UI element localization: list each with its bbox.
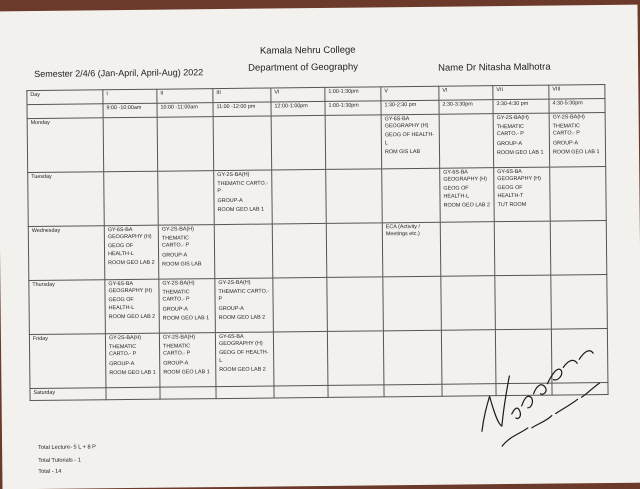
table-cell bbox=[383, 330, 442, 385]
table-cell bbox=[325, 115, 382, 170]
table-cell bbox=[160, 387, 216, 400]
cell-line: GROUP-A bbox=[109, 360, 135, 367]
cell-line: ROOM GEO LAB 1 bbox=[496, 149, 544, 156]
table-cell: VI bbox=[439, 86, 493, 101]
table-cell: 4:30-5:30pm bbox=[549, 99, 605, 114]
table-cell: 1:00-1:30pm bbox=[325, 87, 381, 102]
table-cell: VII bbox=[493, 85, 549, 100]
cell-line: GY-6S-BA GEOGRAPHY (H) bbox=[384, 116, 429, 130]
table-cell bbox=[105, 333, 160, 388]
total-tutorials: Total Tutorials - 1 bbox=[38, 457, 81, 464]
table-cell bbox=[550, 167, 607, 222]
table-cell bbox=[493, 113, 550, 168]
table-cell bbox=[494, 167, 551, 222]
table-cell bbox=[494, 221, 551, 276]
table-cell bbox=[274, 385, 328, 398]
table-cell bbox=[327, 331, 384, 386]
table-cell: I bbox=[103, 89, 157, 104]
table-cell bbox=[328, 385, 384, 398]
cell-line: ECA (Activity / Meetings etc.) bbox=[385, 223, 420, 238]
cell-line: GY-2S-BA(H) bbox=[552, 114, 585, 121]
total-lecture: Total Lecture- 5 L + 8 P bbox=[38, 444, 96, 451]
cell-line: GROUP-A bbox=[217, 197, 243, 204]
cell-line: TUT ROOM bbox=[497, 201, 527, 208]
cell-line: ROOM GEO LAB 2 bbox=[108, 259, 155, 267]
table-cell bbox=[158, 225, 215, 280]
cell-line: GROUP-A bbox=[496, 140, 523, 147]
cell-line: THEMATIC CARTO.- P bbox=[109, 344, 137, 358]
cell-line: ROOM GEO LAB 2 bbox=[443, 202, 491, 209]
cell-line: GY-2S-BA(H) bbox=[218, 279, 251, 287]
table-cell: II bbox=[157, 89, 213, 104]
timetable-sheet bbox=[0, 5, 640, 489]
cell-line: GROUP-A bbox=[552, 139, 579, 147]
day-label: Saturday bbox=[30, 388, 106, 401]
day-label: Tuesday bbox=[28, 172, 105, 227]
cell-line: GY-2S-BA(H) bbox=[161, 226, 194, 233]
day-label: Monday bbox=[27, 118, 104, 173]
table-cell: III bbox=[213, 88, 271, 103]
cell-line: GY-6S-BA GEOGRAPHY (H) bbox=[497, 168, 541, 183]
cell-line: ROOM GEO LAB 1 bbox=[163, 368, 210, 376]
table-cell bbox=[272, 169, 327, 224]
cell-line: ROOM GEO LAB 2 bbox=[219, 366, 266, 373]
cell-line: ROOM GEO LAB 1 bbox=[162, 314, 210, 322]
table-cell bbox=[326, 223, 383, 278]
table-cell bbox=[215, 332, 274, 387]
college-name: Kamala Nehru College bbox=[259, 44, 356, 57]
handwritten-signature bbox=[461, 335, 612, 457]
table-cell bbox=[104, 225, 159, 280]
cell-line: ROOM GEO LAB 1 bbox=[109, 369, 156, 377]
table-cell bbox=[549, 113, 606, 168]
table-cell bbox=[214, 170, 273, 225]
cell-line: GEOG OF HEALTH-L bbox=[107, 243, 134, 257]
cell-line: GY-6S-BA GEOGRAPHY (H) bbox=[107, 226, 152, 241]
cell-line: GY-2S-BA(H) bbox=[162, 334, 196, 341]
table-cell bbox=[105, 279, 160, 334]
table-cell bbox=[381, 114, 440, 169]
table-cell bbox=[383, 276, 442, 331]
cell-line: GY-6S-BA GEOGRAPHY (H) bbox=[108, 280, 153, 295]
table-row bbox=[27, 113, 606, 173]
day-label: Friday bbox=[29, 334, 106, 389]
table-cell bbox=[159, 333, 216, 388]
table-cell bbox=[106, 387, 160, 400]
cell-line: GY-6S-BA GEOGRAPHY (H) bbox=[443, 169, 487, 183]
table-cell bbox=[441, 276, 496, 331]
cell-line: ROOM GEO LAB 2 bbox=[218, 314, 266, 321]
cell-line: THEMATIC CARTO.- P bbox=[161, 235, 190, 250]
table-cell bbox=[550, 221, 607, 276]
table-cell: 10:00 -11:00am bbox=[157, 103, 213, 118]
table-cell bbox=[273, 277, 328, 332]
table-row bbox=[29, 274, 608, 334]
table-cell bbox=[326, 169, 383, 224]
table-cell: 9:00 -10:00am bbox=[103, 103, 157, 118]
table-cell bbox=[327, 277, 384, 332]
cell-line: GEOG OF HEALTH-T bbox=[497, 185, 524, 199]
cell-line: GY-2S-BA(H) bbox=[217, 171, 250, 179]
cell-line: THEMATIC CARTO.- P bbox=[162, 289, 190, 304]
table-cell: 12:00-1:00pm bbox=[271, 101, 325, 116]
table-cell bbox=[272, 223, 327, 278]
table-cell bbox=[382, 222, 441, 277]
cell-line: GEOG OF HEALTH-L bbox=[384, 132, 435, 146]
table-cell bbox=[158, 171, 215, 226]
total-count: Total - 14 bbox=[38, 468, 62, 475]
table-cell: 11:00 -12:00 pm bbox=[213, 102, 271, 117]
cell-line: GEOG OF HEALTH-L bbox=[219, 349, 269, 364]
table-cell bbox=[439, 114, 494, 169]
table-cell: Day bbox=[27, 90, 103, 105]
cell-line: THEMATIC CARTO.- P bbox=[496, 124, 524, 138]
table-cell: VIII bbox=[549, 85, 605, 100]
table-cell bbox=[440, 222, 495, 277]
cell-line: ROOM GIS LAB bbox=[162, 261, 202, 268]
table-cell: 1:30-2:30 pm bbox=[381, 100, 439, 115]
cell-line: THEMATIC CARTO.- P bbox=[218, 288, 270, 303]
table-cell bbox=[214, 224, 273, 279]
table-cell: V bbox=[381, 86, 439, 101]
cell-line: ROOM GEO LAB 1 bbox=[217, 206, 265, 213]
table-cell bbox=[271, 115, 326, 170]
cell-line: GROUP-A bbox=[162, 305, 188, 313]
table-cell bbox=[215, 278, 274, 333]
table-cell bbox=[216, 386, 274, 399]
table-cell bbox=[27, 104, 103, 119]
cell-line: GEOG OF HEALTH-L bbox=[108, 297, 135, 311]
semester-label: Semester 2/4/6 (Jan-April, April-Aug) 2022 bbox=[34, 67, 204, 79]
teacher-name: Name Dr Nitasha Malhotra bbox=[438, 61, 551, 74]
day-label: Wednesday bbox=[28, 226, 105, 281]
table-cell bbox=[551, 274, 608, 329]
cell-line: GY-2S-BA(H) bbox=[162, 280, 195, 287]
table-cell: 2:30-3:30pm bbox=[439, 100, 493, 115]
cell-line: GROUP-A bbox=[162, 252, 188, 259]
cell-line: GEOG OF HEALTH-L bbox=[443, 185, 470, 200]
table-cell bbox=[213, 116, 272, 171]
cell-line: ROOM GEO LAB 1 bbox=[552, 148, 600, 156]
table-cell bbox=[384, 384, 442, 397]
cell-line: THEMATIC CARTO.- P bbox=[163, 343, 191, 358]
department-label: Department of Geography bbox=[248, 61, 359, 74]
table-cell bbox=[103, 117, 158, 172]
table-cell bbox=[104, 171, 159, 226]
cell-line: GY-6S-BA GEOGRAPHY (H) bbox=[218, 333, 263, 348]
day-label: Thursday bbox=[29, 280, 106, 335]
table-cell bbox=[382, 168, 441, 223]
table-row bbox=[28, 167, 607, 227]
table-cell: 3:30-4:30 pm bbox=[493, 99, 549, 114]
cell-line: GROUP-A bbox=[218, 305, 244, 312]
table-row bbox=[28, 221, 607, 281]
cell-line: ROM GIS LAB bbox=[384, 148, 421, 156]
cell-line: GY-2S-BA(H) bbox=[496, 114, 529, 122]
table-cell bbox=[157, 117, 214, 172]
cell-line: GROUP-A bbox=[163, 359, 189, 367]
table-cell bbox=[159, 279, 216, 334]
table-cell bbox=[495, 275, 552, 330]
cell-line: ROOM GEO LAB 2 bbox=[108, 313, 156, 321]
table-cell: VI bbox=[271, 87, 325, 102]
cell-line: THEMATIC CARTO.- P bbox=[552, 123, 580, 137]
table-cell bbox=[440, 168, 495, 223]
cell-line: THEMATIC CARTO.- P bbox=[217, 180, 268, 195]
table-cell: 1:00-1:30pm bbox=[325, 101, 381, 116]
cell-line: GY-2S-BA(H) bbox=[108, 334, 142, 342]
table-cell bbox=[273, 331, 328, 386]
